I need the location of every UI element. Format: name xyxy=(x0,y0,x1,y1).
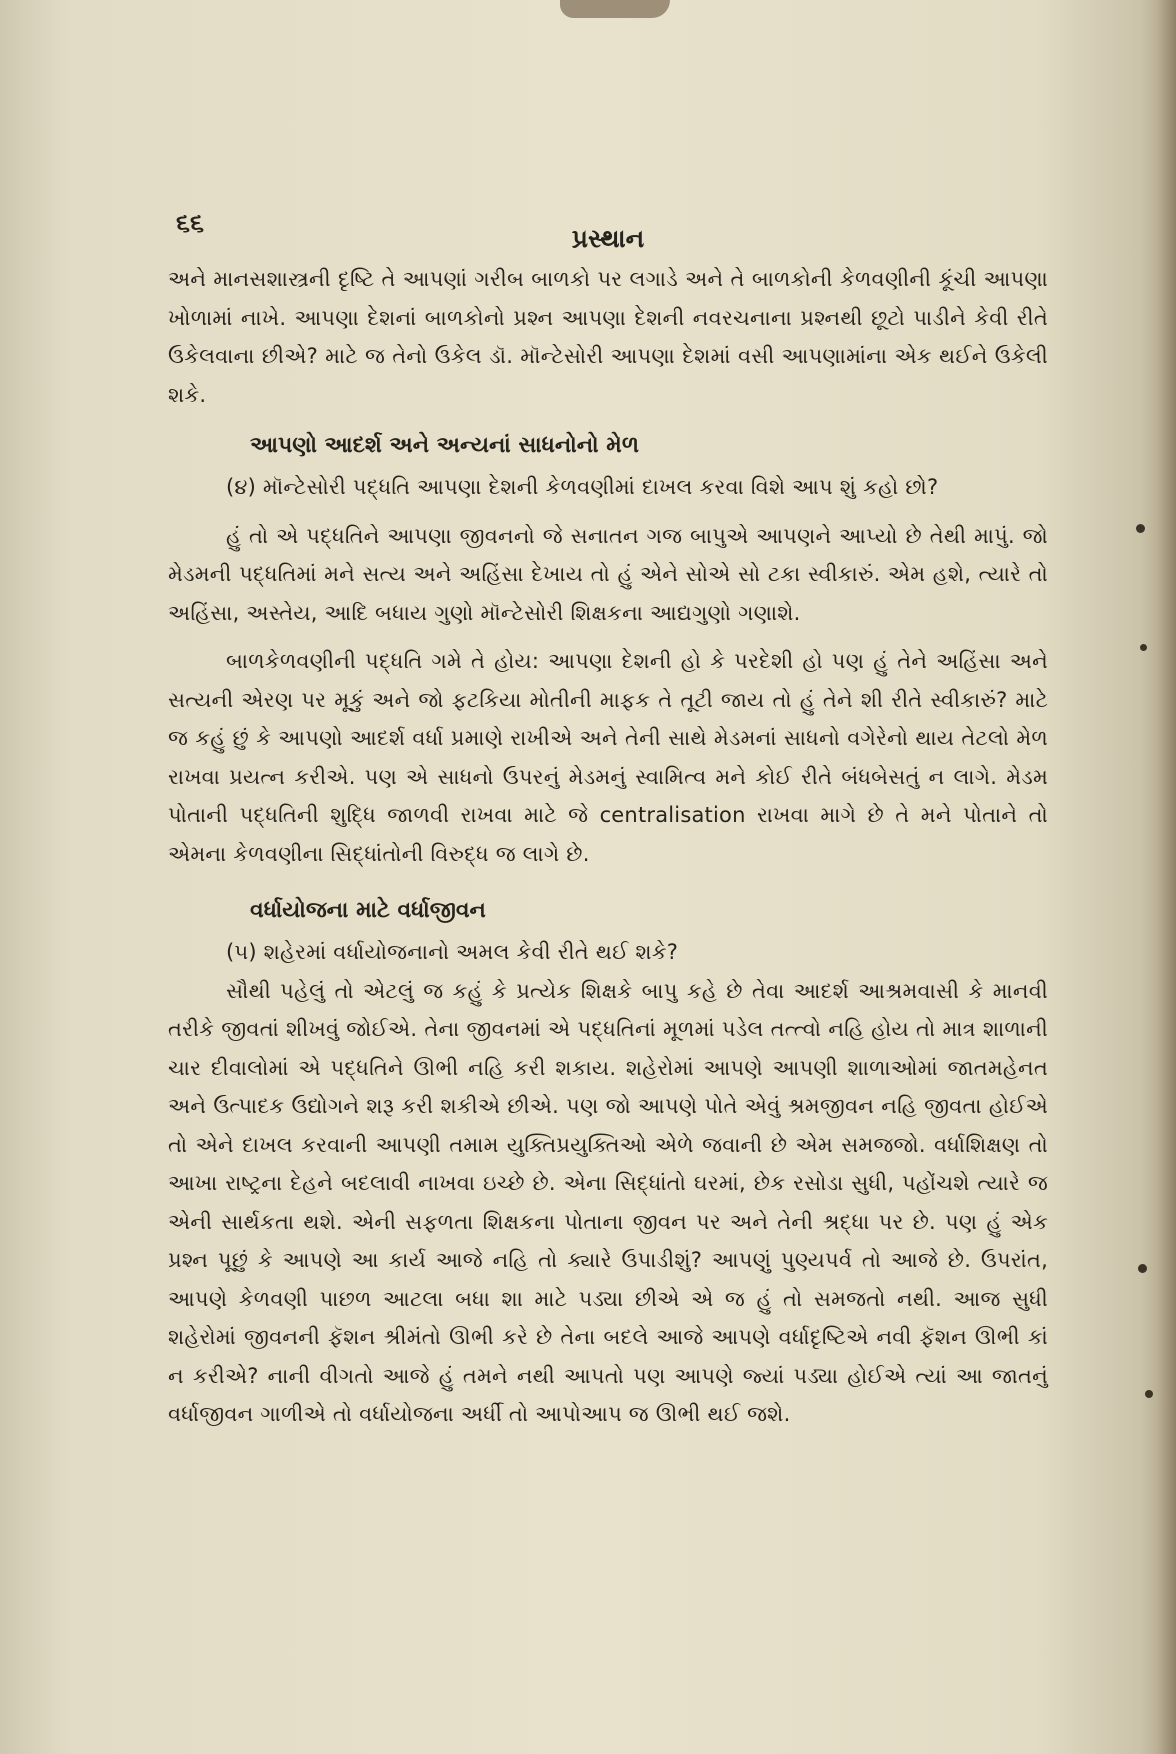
section-heading-ideal: આપણો આદર્શ અને અન્યનાં સાધનોનો મેળ xyxy=(250,433,639,458)
question-5: (૫) શહેરમાં વર્ધાયોજનાનો અમલ કેવી રીતે થઈ શકે? xyxy=(226,940,679,964)
page-header xyxy=(168,208,1048,260)
ink-mark xyxy=(1145,1390,1153,1398)
answer-paragraph-2: બાળકેળવણીની પદ્ધતિ ગમે તે હોય: આપણા દેશની હો કે પરદેશી હો પણ હું તેને અહિંસા અને સત્યની એરણ પર મૂકું અને જો ફટકિયા મોતીની માફક તે તૂટી જાય તો હું તેને શી રીતે સ્વીકારું? માટે જ કહું છું કે આપણો આદર્શ વર્ધા પ્રમાણે રાખીએ અને તેની સાથે મેડમનાં સાધનો વગેરેનો થાય તેટલો મેળ રાખવા પ્રયત્ન કરીએ. પણ એ સાધનો ઉપરનું મેડમનું સ્વામિત્વ મને કોઈ રીતે બંધબેસતું ન લાગે. મેડમ પોતાની પદ્ધતિની શુદ્ધિ જાળવી રાખવા માટે જે centralisation રાખવા માગે છે તે મને પોતાને તો એમના કેળવણીના સિદ્ધાંતોની વિરુદ્ધ જ લાગે છે. xyxy=(168,649,1048,866)
section-heading-wardha: વર્ધાયોજના માટે વર્ધાજીવન xyxy=(250,898,486,923)
torn-paper-edge xyxy=(560,0,670,18)
question-4: (૪) મૉન્ટેસોરી પદ્ધતિ આપણા દેશની કેળવણીમાં દાખલ કરવા વિશે આપ શું કહો છો? xyxy=(226,475,939,499)
page-content xyxy=(168,208,1048,1434)
ink-mark xyxy=(1140,644,1147,651)
running-title: પ્રસ્થાન xyxy=(571,224,645,253)
ink-mark xyxy=(1136,524,1145,533)
answer-paragraph-3: સૌથી પહેલું તો એટલું જ કહું કે પ્રત્યેક શિક્ષકે બાપુ કહે છે તેવા આદર્શ આશ્રમવાસી કે માનવી તરીકે જીવતાં શીખવું જોઈએ. તેના જીવનમાં એ પદ્ધતિનાં મૂળમાં પડેલ તત્ત્વો નહિ હોય તો માત્ર શાળાની ચાર દીવાલોમાં એ પદ્ધતિને ઊભી નહિ કરી શકાય. શહેરોમાં આપણે આપણી શાળાઓમાં જાતમહેનત અને ઉત્પાદક ઉદ્યોગને શરૂ કરી શકીએ છીએ. પણ જો આપણે પોતે એવું શ્રમજીવન નહિ જીવતા હોઈએ તો એને દાખલ કરવાની આપણી તમામ યુક્તિપ્રયુક્તિઓ એળે જવાની છે એમ સમજજો. વર્ધાશિક્ષણ તો આખા રાષ્ટ્રના દેહને બદલાવી નાખવા ઇચ્છે છે. એના સિદ્ધાંતો ઘરમાં, છેક રસોડા સુધી, પહોંચશે ત્યારે જ એની સાર્થકતા થશે. એની સફળતા શિક્ષકના પોતાના જીવન પર અને તેની શ્રદ્ધા પર છે. પણ હું એક પ્રશ્ન પૂછું કે આપણે આ કાર્ય આજે નહિ તો ક્યારે ઉપાડીશું? આપણું પુણ્યપર્વ તો આજે છે. ઉપરાંત, આપણે કેળવણી પાછળ આટલા બધા શા માટે પડ્યા છીએ એ જ હું તો સમજતો નથી. આજ સુધી શહેરોમાં જીવનની ફૅશન શ્રીમંતો ઊભી કરે છે તેના બદલે આજે આપણે વર્ધાદૃષ્ટિએ નવી ફૅશન ઊભી કાં ન કરીએ? નાની વીગતો આજે હું તમને નથી આપતો પણ આપણે જ્યાં પડ્યા હોઈએ ત્યાં આ જાતનું વર્ધાજીવન ગાળીએ તો વર્ધાયોજના અર્ધી તો આપોઆપ જ ઊભી થઈ જશે. xyxy=(168,978,1048,1426)
page-number: ૬૬ xyxy=(176,208,205,237)
ink-mark xyxy=(1138,1264,1147,1273)
answer-paragraph-1: હું તો એ પદ્ધતિને આપણા જીવનનો જે સનાતન ગજ બાપુએ આપણને આપ્યો છે તેથી માપું. જો મેડમની પદ્ધતિમાં મને સત્ય અને અહિંસા દેખાય તો હું એને સોએ સો ટકા સ્વીકારું. એમ હશે, ત્યારે તો અહિંસા, અસ્તેય, આદિ બધાય ગુણો મૉન્ટેસોરી શિક્ષકના આદ્યગુણો ગણાશે. xyxy=(168,523,1048,625)
page-edge-shadow xyxy=(1158,0,1176,1754)
paragraph-continuation: અને માનસશાસ્ત્રની દૃષ્ટિ તે આપણાં ગરીબ બાળકો પર લગાડે અને તે બાળકોની કેળવણીની કૂંચી આપણા ખોળામાં નાખે. આપણા દેશનાં બાળકોનો પ્રશ્ન આપણા દેશની નવરચનાના પ્રશ્નથી છૂટો પાડીને કેવી રીતે ઉકેલવાના છીએ? માટે જ તેનો ઉકેલ ડૉ. મૉન્ટેસોરી આપણા દેશમાં વસી આપણામાંના એક થઈને ઉકેલી શકે. xyxy=(168,267,1048,407)
